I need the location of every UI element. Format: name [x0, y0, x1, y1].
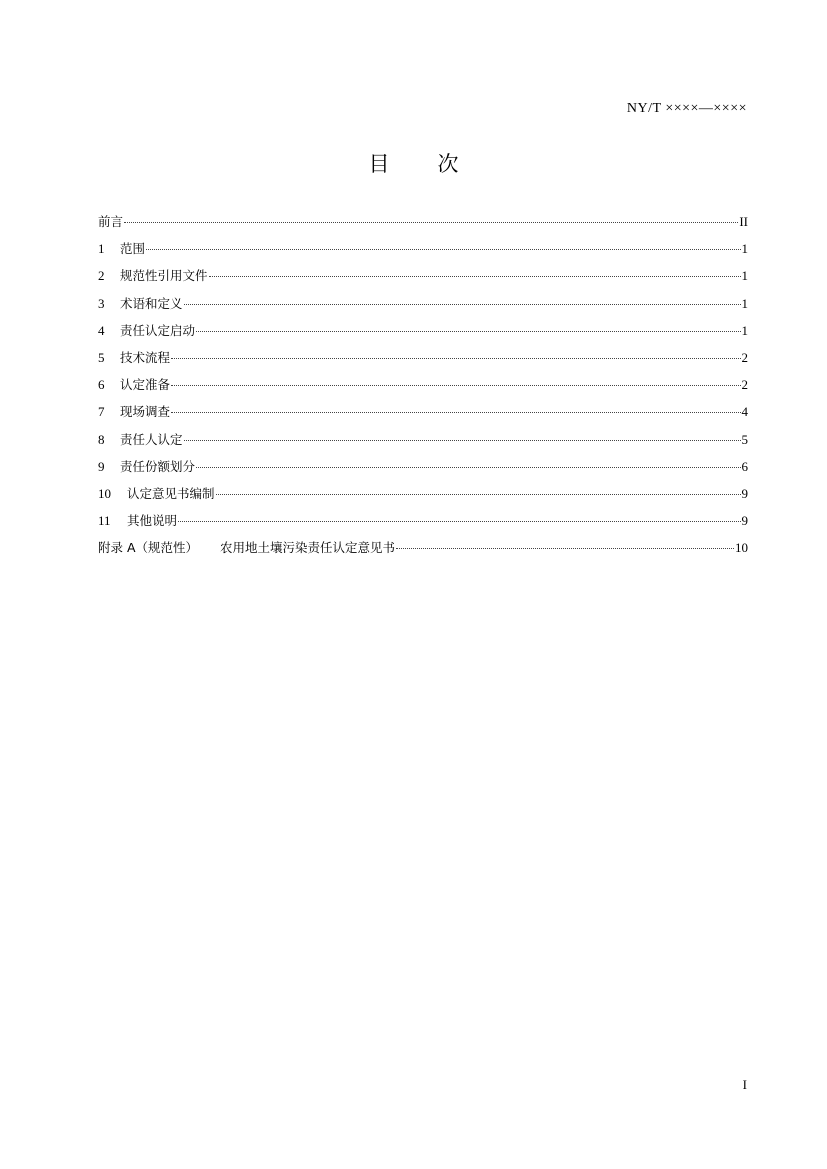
toc-page: 1: [741, 322, 748, 338]
dot-leader: [196, 467, 740, 468]
toc-page: 9: [741, 485, 748, 501]
toc-label: 现场调查: [120, 404, 171, 420]
toc-entry-9[interactable]: [98, 457, 748, 484]
toc-page: 1: [741, 268, 748, 284]
toc-page: 2: [741, 377, 748, 393]
toc-label: 范围: [120, 241, 146, 257]
toc-entry-4[interactable]: [98, 321, 748, 348]
toc-entry-7[interactable]: [98, 402, 748, 429]
toc-entry-appendix-a[interactable]: [98, 538, 748, 565]
toc-entry-3[interactable]: [98, 294, 748, 321]
page-title: [0, 148, 827, 178]
dot-leader: [209, 276, 741, 277]
dot-leader: [196, 331, 740, 332]
toc-page: 10: [735, 540, 748, 556]
toc-number: 9: [98, 458, 105, 474]
toc-number: 2: [98, 268, 105, 284]
dot-leader: [216, 494, 741, 495]
toc-label: 认定准备: [120, 377, 171, 393]
dot-leader: [124, 222, 738, 223]
toc-label: 责任份额划分: [120, 458, 196, 474]
title-char-1: 目: [368, 152, 390, 176]
toc-label: 农用地土壤污染责任认定意见书: [220, 540, 396, 556]
toc-entry-1[interactable]: [98, 239, 748, 266]
toc-entry-foreword[interactable]: [98, 212, 748, 239]
dot-leader: [171, 412, 740, 413]
toc-number: 5: [98, 349, 105, 365]
toc-page: 4: [741, 404, 748, 420]
table-of-contents: [98, 212, 748, 565]
toc-number: 7: [98, 404, 105, 420]
toc-label: 规范性引用文件: [120, 268, 208, 284]
toc-entry-2[interactable]: [98, 266, 748, 293]
toc-number: 10: [98, 485, 111, 501]
toc-entry-8[interactable]: [98, 430, 748, 457]
toc-number: 6: [98, 377, 105, 393]
page-number: I: [742, 1077, 747, 1092]
dot-leader: [178, 521, 740, 522]
toc-number: 11: [98, 513, 111, 529]
toc-label: 前言: [98, 214, 124, 229]
toc-page: 1: [741, 295, 748, 311]
dot-leader: [171, 358, 740, 359]
toc-number: 3: [98, 295, 105, 311]
toc-label: 技术流程: [120, 349, 171, 365]
dot-leader: [171, 385, 740, 386]
toc-label: 认定意见书编制: [127, 485, 215, 501]
dot-leader: [184, 440, 741, 441]
toc-number: 8: [98, 431, 105, 447]
toc-label: 其他说明: [127, 513, 178, 529]
toc-page: 6: [741, 458, 748, 474]
toc-page: 9: [741, 513, 748, 529]
title-char-2: 次: [437, 152, 459, 176]
toc-page: II: [739, 214, 748, 229]
toc-label: 术语和定义: [120, 295, 183, 311]
toc-appendix-prefix: 附录 A（规范性）: [98, 540, 199, 556]
toc-page: 5: [741, 431, 748, 447]
dot-leader: [396, 548, 734, 549]
toc-number: 1: [98, 241, 105, 257]
toc-entry-5[interactable]: [98, 348, 748, 375]
toc-entry-6[interactable]: [98, 375, 748, 402]
toc-entry-10[interactable]: [98, 484, 748, 511]
dot-leader: [184, 304, 741, 305]
toc-page: 2: [741, 349, 748, 365]
toc-number: 4: [98, 322, 105, 338]
standard-number: NY/T ××××—××××: [626, 101, 747, 116]
toc-entry-11[interactable]: [98, 511, 748, 538]
toc-page: 1: [741, 241, 748, 257]
toc-label: 责任人认定: [120, 431, 183, 447]
dot-leader: [146, 249, 740, 250]
toc-label: 责任认定启动: [120, 322, 196, 338]
